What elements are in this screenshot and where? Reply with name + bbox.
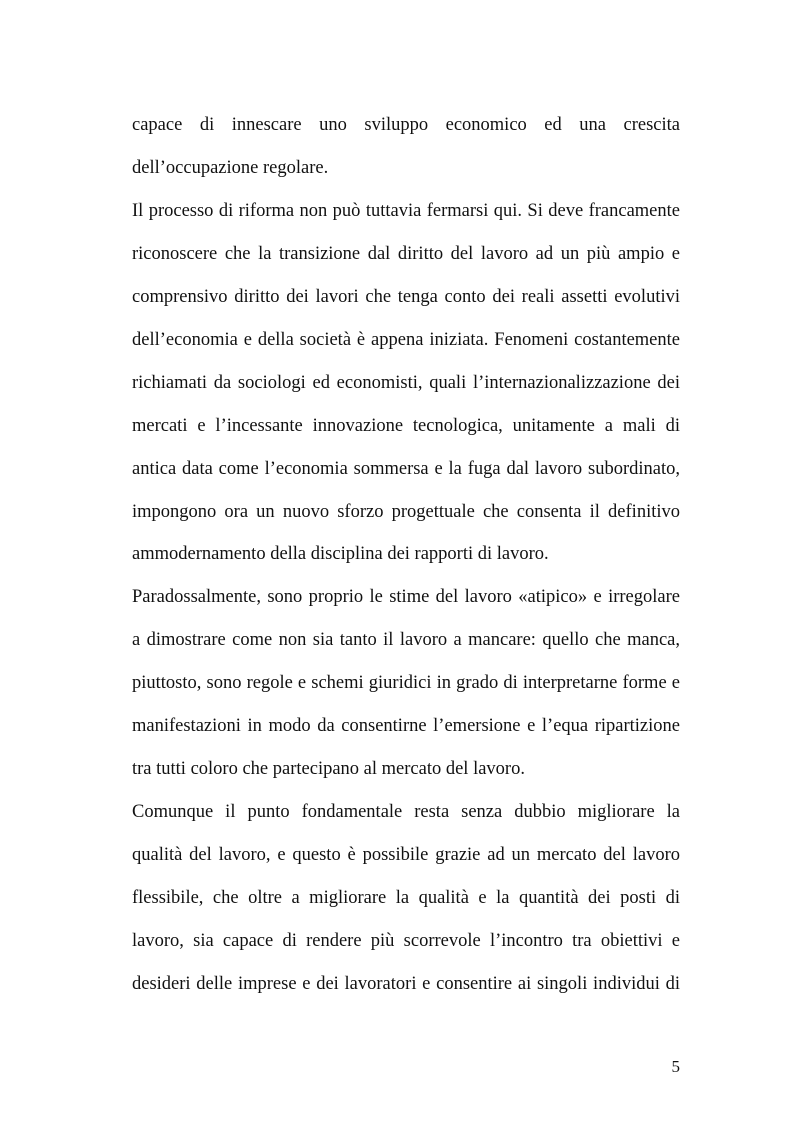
paragraph-2-line-2: riconoscere che la transizione dal diritto del lavoro ad un più ampio e	[132, 244, 680, 264]
paragraph-4-line-3: flessibile, che oltre a migliorare la qualità e la quantità dei posti di	[132, 888, 680, 908]
paragraph-2-line-7: antica data come l’economia sommersa e la fuga dal lavoro subordinato,	[132, 459, 680, 479]
paragraph-4-line-5: desideri delle imprese e dei lavoratori e consentire ai singoli individui di	[132, 974, 680, 994]
paragraph-3-line-5: tra tutti coloro che partecipano al mercato del lavoro.	[132, 759, 525, 779]
page-number: 5	[671, 1057, 680, 1076]
paragraph-1-line-2: dell’occupazione regolare.	[132, 158, 329, 178]
paragraph-2-line-5: richiamati da sociologi ed economisti, quali l’internazionalizzazione dei	[132, 373, 680, 393]
paragraph-2-line-3: comprensivo diritto dei lavori che tenga conto dei reali assetti evolutivi	[132, 287, 680, 307]
paragraph-1-line-1: capace di innescare uno sviluppo economico ed una crescita	[132, 115, 680, 135]
paragraph-3-line-2: a dimostrare come non sia tanto il lavoro a mancare: quello che manca,	[132, 630, 680, 650]
paragraph-2-line-8: impongono ora un nuovo sforzo progettuale che consenta il definitivo	[132, 502, 680, 522]
paragraph-3-line-4: manifestazioni in modo da consentirne l’emersione e l’equa ripartizione	[132, 716, 680, 736]
paragraph-2-line-6: mercati e l’incessante innovazione tecnologica, unitamente a mali di	[132, 416, 680, 436]
paragraph-2-line-1: Il processo di riforma non può tuttavia fermarsi qui. Si deve francamente	[132, 201, 680, 221]
paragraph-4-line-1: Comunque il punto fondamentale resta senza dubbio migliorare la	[132, 802, 680, 822]
paragraph-2-line-4: dell’economia e della società è appena iniziata. Fenomeni costantemente	[132, 330, 680, 350]
paragraph-3-line-1: Paradossalmente, sono proprio le stime del lavoro «atipico» e irregolare	[132, 587, 680, 607]
paragraph-4-line-2: qualità del lavoro, e questo è possibile grazie ad un mercato del lavoro	[132, 845, 680, 865]
paragraph-2-line-9: ammodernamento della disciplina dei rapporti di lavoro.	[132, 544, 549, 564]
paragraph-4-line-4: lavoro, sia capace di rendere più scorrevole l’incontro tra obiettivi e	[132, 931, 680, 951]
paragraph-3-line-3: piuttosto, sono regole e schemi giuridici in grado di interpretarne forme e	[132, 673, 680, 693]
